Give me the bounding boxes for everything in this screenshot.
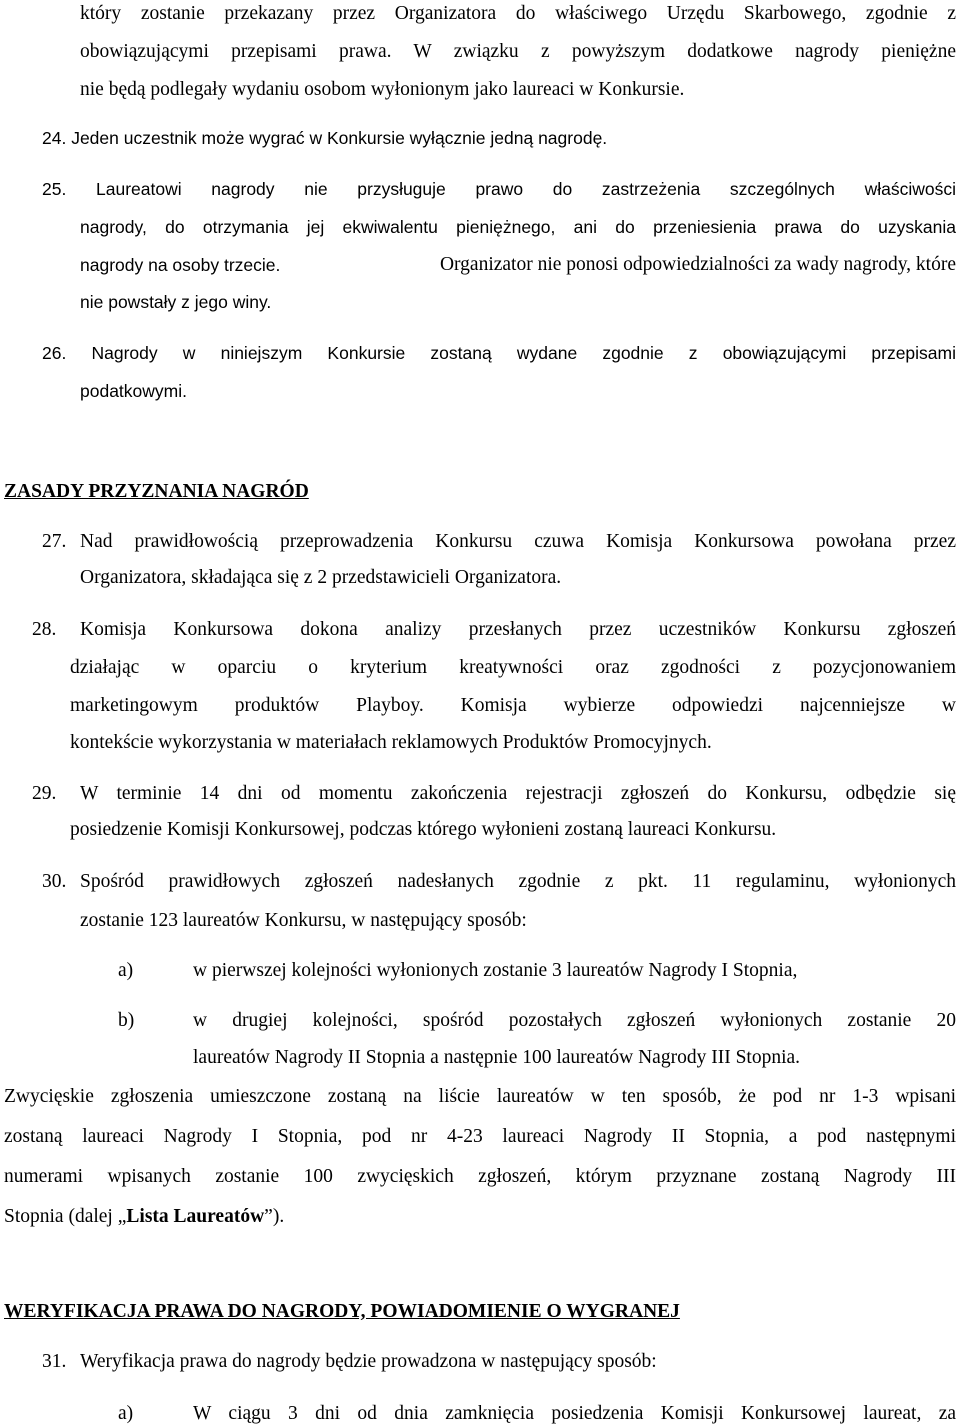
list-item-text: w drugiej kolejności, spośród pozostałych zgłoszeń wyłonionych zostanie 20 xyxy=(193,1010,956,1031)
paragraph-28-line: marketingowym produktów Playboy. Komisja wybierze odpowiedzi najcenniejsze w xyxy=(70,695,956,716)
paragraph-line: który zostanie przekazany przez Organizatora do właściwego Urzędu Skarbowego, zgodnie z xyxy=(80,3,956,24)
paragraph-24: 24. Jeden uczestnik może wygrać w Konkursie wyłącznie jedną nagrodę. xyxy=(42,128,608,148)
paragraph-30-line: Spośród prawidłowych zgłoszeń nadesłanych zgodnie z pkt. 11 regulaminu, wyłonionych xyxy=(80,871,956,892)
paragraph-28-line: Komisja Konkursowa dokona analizy przesłanych przez uczestników Konkursu zgłoszeń xyxy=(80,619,956,640)
section-heading-verification: WERYFIKACJA PRAWA DO NAGRODY, POWIADOMIENIE O WYGRANEJ xyxy=(4,1301,680,1322)
paragraph-25-segment: Organizator nie ponosi odpowiedzialności za wady nagrody, które xyxy=(439,254,956,275)
paragraph-number: 29. xyxy=(32,783,57,804)
paragraph-26-line: podatkowymi. xyxy=(80,381,187,401)
winners-paragraph-line xyxy=(4,1206,284,1228)
paragraph-line: obowiązującymi przepisami prawa. W związku z powyższym dodatkowe nagrody pieniężne xyxy=(80,41,956,62)
winners-text: Stopnia (dalej „ xyxy=(4,1206,127,1227)
paragraph-25-line: 25. Laureatowi nagrody nie przysługuje prawo do zastrzeżenia szczególnych właściwości xyxy=(42,179,956,199)
paragraph-29-line: posiedzenie Komisji Konkursowej, podczas którego wyłonieni zostaną laureaci Konkursu. xyxy=(70,819,777,840)
paragraph-number: 28. xyxy=(32,619,57,640)
list-item-text: W ciągu 3 dni od dnia zamknięcia posiedzenia Komisji Konkursowej laureat, za xyxy=(193,1403,956,1424)
paragraph-31-line: Weryfikacja prawa do nagrody będzie prowadzona w następujący sposób: xyxy=(80,1351,657,1372)
paragraph-30-line: zostanie 123 laureatów Konkursu, w następujący sposób: xyxy=(80,910,527,931)
paragraph-25-line: nagrody, do otrzymania jej ekwiwalentu pieniężnego, ani do przeniesienia prawa do uzyskania xyxy=(80,217,956,237)
winners-paragraph-line: numerami wpisanych zostanie 100 zwycięskich zgłoszeń, którym przyznane zostaną Nagrody III xyxy=(4,1166,956,1187)
winners-paragraph-line: zostaną laureaci Nagrody I Stopnia, pod nr 4-23 laureaci Nagrody II Stopnia, a pod następnymi xyxy=(4,1126,956,1147)
paragraph-27-line: Organizatora, składająca się z 2 przedstawicieli Organizatora. xyxy=(80,567,562,588)
paragraph-25-segment: nagrody na osoby trzecie. xyxy=(80,255,281,275)
paragraph-number: 30. xyxy=(42,871,67,892)
list-item-text: w pierwszej kolejności wyłonionych zostanie 3 laureatów Nagrody I Stopnia, xyxy=(193,960,798,981)
paragraph-26-line: 26. Nagrody w niniejszym Konkursie zostaną wydane zgodnie z obowiązującymi przepisami xyxy=(42,343,956,363)
list-item-label: a) xyxy=(118,1403,134,1424)
paragraph-number: 31. xyxy=(42,1351,67,1372)
list-name-bold: Lista Laureatów xyxy=(126,1206,265,1227)
winners-text: ”). xyxy=(264,1206,285,1227)
paragraph-number: 27. xyxy=(42,531,67,552)
paragraph-28-line: działając w oparciu o kryterium kreatywności oraz zgodności z pozycjonowaniem xyxy=(70,657,956,678)
section-heading-awards: ZASADY PRZYZNANIA NAGRÓD xyxy=(4,481,309,502)
list-item-label: a) xyxy=(118,960,134,981)
paragraph-25-line: nie powstały z jego winy. xyxy=(80,292,272,312)
paragraph-28-line: kontekście wykorzystania w materiałach reklamowych Produktów Promocyjnych. xyxy=(70,732,712,753)
list-item-text: laureatów Nagrody II Stopnia a następnie 100 laureatów Nagrody III Stopnia. xyxy=(193,1047,801,1068)
list-item-label: b) xyxy=(118,1010,135,1031)
paragraph-29-line: W terminie 14 dni od momentu zakończenia rejestracji zgłoszeń do Konkursu, odbędzie się xyxy=(80,783,956,804)
paragraph-25-line xyxy=(80,254,956,276)
winners-paragraph-line: Zwycięskie zgłoszenia umieszczone zostaną na liście laureatów w ten sposób, że pod nr 1-3 wpisani xyxy=(4,1086,956,1107)
paragraph-27-line: Nad prawidłowością przeprowadzenia Konkursu czuwa Komisja Konkursowa powołana przez xyxy=(80,531,956,552)
paragraph-line: nie będą podlegały wydaniu osobom wyłonionym jako laureaci w Konkursie. xyxy=(80,79,685,100)
